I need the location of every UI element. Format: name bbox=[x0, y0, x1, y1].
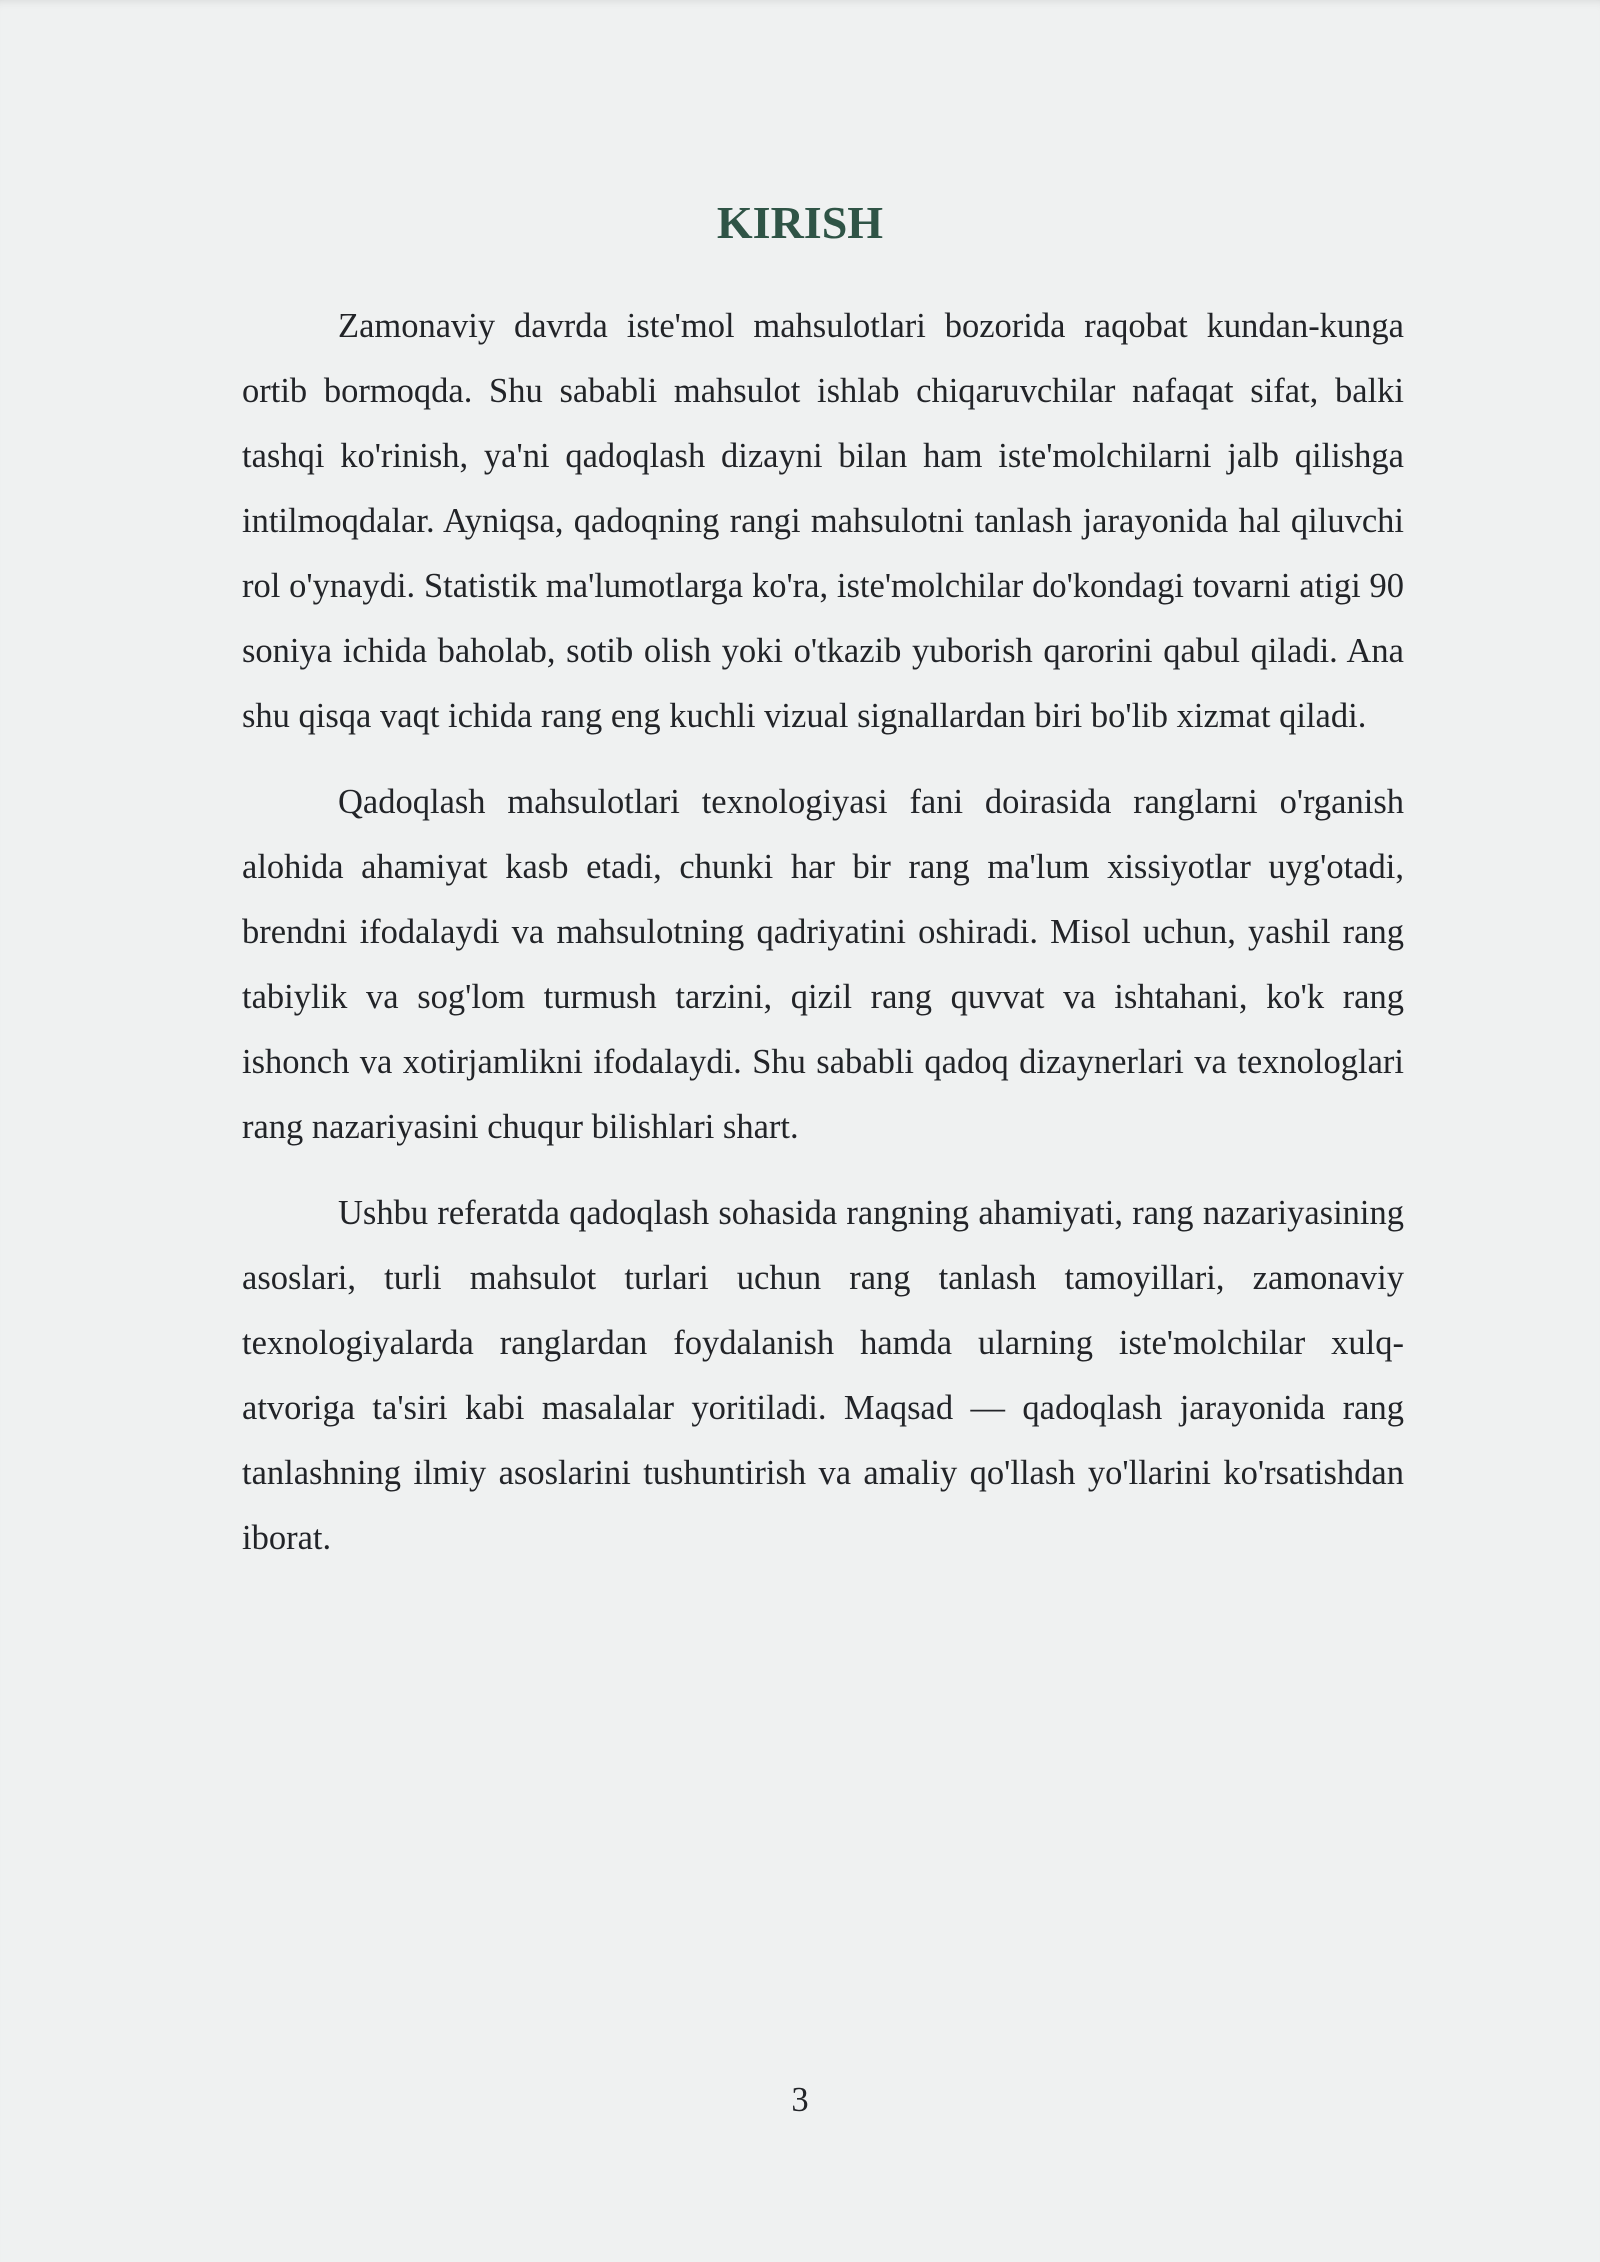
body-text bbox=[242, 294, 1404, 1592]
section-heading: KIRISH bbox=[716, 197, 884, 248]
page-number: 3 bbox=[791, 2081, 809, 2119]
paragraph-color-importance: Qadoqlash mahsulotlari texnologiyasi fani doirasida ranglarni o'rganish alohida ahamiyat kasb etadi, chunki har bir rang ma'lum xissiyotlar uyg'otadi, brendni ifodalaydi va mahsulotning qadriyatini oshiradi. Misol uchun, yashil rang tabiylik va sog'lom turmush tarzini, qizil rang quvvat va ishtahani, ko'k rang ishonch va xotirjamlikni ifodalaydi. Shu sababli qadoq dizaynerlari va texnologlari rang nazariyasini chuqur bilishlari shart. bbox=[242, 783, 1404, 1146]
paragraph-intro: Zamonaviy davrda iste'mol mahsulotlari bozorida raqobat kundan-kunga ortib bormoqda. Shu sababli mahsulot ishlab chiqaruvchilar nafaqat sifat, balki tashqi ko'rinish, ya'ni qadoqlash dizayni bilan ham iste'molchilarni jalb qilishga intilmoqdalar. Ayniqsa, qadoqning rangi mahsulotni tanlash jarayonida hal qiluvchi rol o'ynaydi. Statistik ma'lumotlarga ko'ra, iste'molchilar do'kondagi tovarni atigi 90 soniya ichida baholab, sotib olish yoki o'tkazib yuborish qarorini qabul qiladi. Ana shu qisqa vaqt ichida rang eng kuchli vizual signallardan biri bo'lib xizmat qiladi. bbox=[242, 307, 1404, 735]
paragraph-purpose: Ushbu referatda qadoqlash sohasida rangning ahamiyati, rang nazariyasining asoslari, turli mahsulot turlari uchun rang tanlash tamoyillari, zamonaviy texnologiyalarda ranglardan foydalanish hamda ularning iste'molchilar xulq-atvoriga ta'siri kabi masalalar yoritiladi. Maqsad — qadoqlash jarayonida rang tanlashning ilmiy asoslarini tushuntirish va amaliy qo'llash yo'llarini ko'rsatishdan iborat. bbox=[242, 1194, 1404, 1557]
